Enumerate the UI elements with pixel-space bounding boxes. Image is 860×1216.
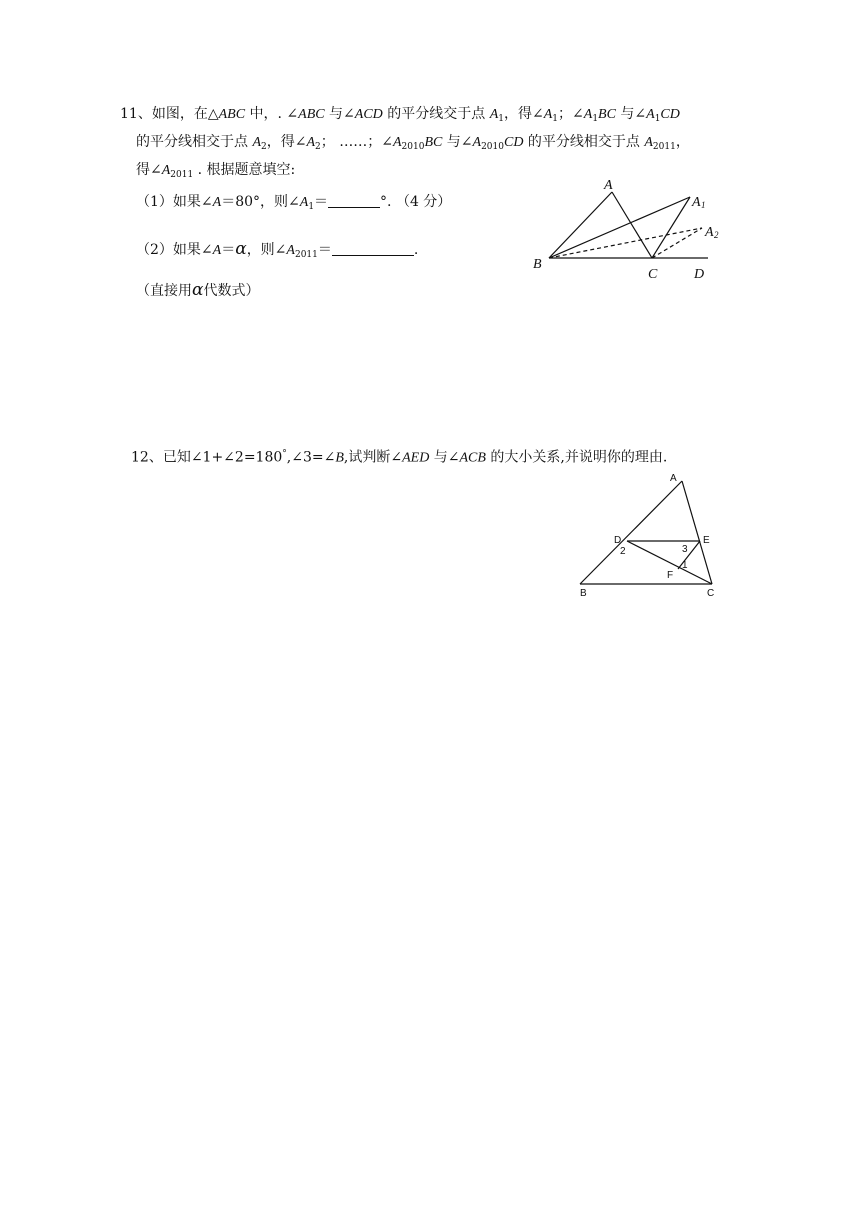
label-angle-2: 2: [620, 546, 626, 557]
q11-line-2: 的平分线相交于点 $A_2$，得$\angle A_2$； ……；$\angle A_{2010}BC$ 与$\angle A_{2010}CD$ 的平分线相交于点 $A_{2011}$，: [136, 134, 690, 152]
label-angle-1: 1: [682, 560, 688, 571]
label-A2-sub: 2: [714, 230, 719, 240]
label-E: E: [703, 535, 710, 546]
label-A1: A: [692, 195, 701, 210]
q11-note: （直接用α代数式）: [136, 280, 260, 300]
label-A1-sub: 1: [701, 200, 706, 210]
segment-AB: [580, 481, 682, 584]
label-A2: A: [705, 225, 714, 240]
q11-line-3: 得$\angle A_{2011}$ . 根据题意填空:: [136, 162, 296, 180]
label-A: A: [670, 473, 677, 484]
label-F: F: [667, 570, 674, 581]
label-D: D: [614, 535, 622, 546]
label-C: C: [648, 267, 658, 282]
label-angle-3: 3: [682, 544, 688, 555]
q11-part-1: （1）如果∠A＝80°，则$\angle A_1=$ °. （4 分）: [136, 194, 452, 212]
q11-part-2: （2）如果∠A＝α，则$\angle A_{2011}=$ .: [136, 239, 419, 260]
q12-text: 12、已知∠1+∠2=180°,∠3=∠B,试判断∠AED 与∠ACB 的大小关系,并说明你的理由.: [131, 449, 668, 466]
label-C: C: [707, 588, 715, 599]
label-A: A: [604, 178, 613, 193]
label-B: B: [533, 257, 542, 272]
q11-line-1: 11、如图，在△ABC 中，. ∠ABC 与∠ACD 的平分线交于点 $A_1$，得$\angle A_1$；$\angle A_1BC$ 与$\angle A_1CD$: [120, 106, 680, 124]
label-D: D: [694, 267, 705, 282]
label-B: B: [580, 588, 587, 599]
